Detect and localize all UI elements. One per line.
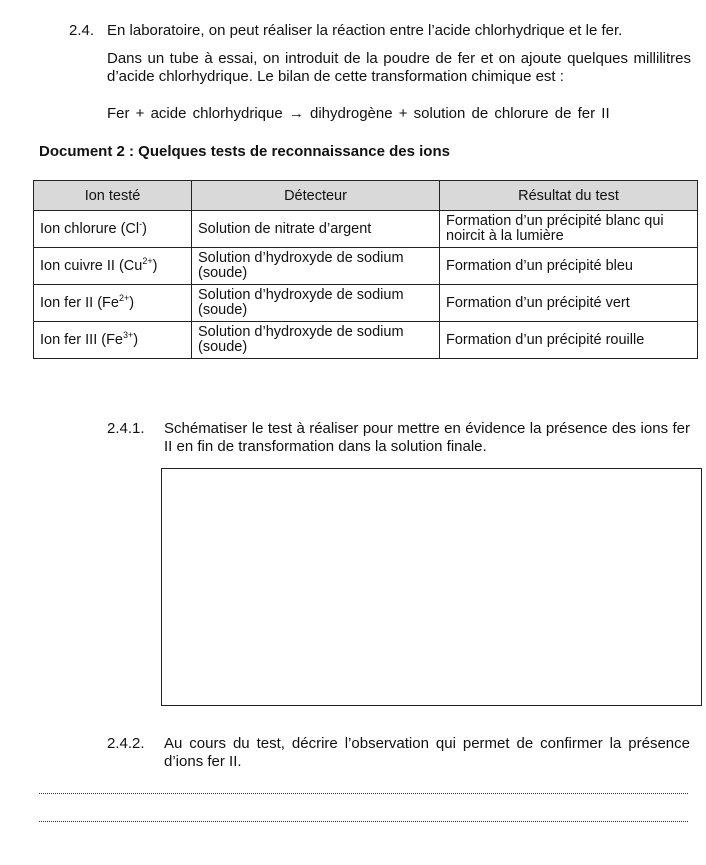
resultat-cell: Formation d’un précipité rouille [440, 322, 698, 359]
header-detecteur: Détecteur [192, 181, 440, 211]
detecteur-cell: Solution d’hydroxyde de sodium (soude) [192, 248, 440, 285]
ion-cell: Ion chlorure (Cl-) [34, 211, 192, 248]
table-row [34, 248, 698, 285]
subquestion-2-number: 2.4.2. [107, 735, 145, 752]
subquestion-1-text: Schématiser le test à réaliser pour mettre en évidence la présence des ions fer II en fin de transformation dans la solution finale. [164, 420, 690, 455]
header-ion: Ion testé [34, 181, 192, 211]
question-paragraph: Dans un tube à essai, on introduit de la poudre de fer et on ajoute quelques millilitres d’acide chlorhydrique. Le bilan de cette transformation chimique est : [107, 50, 691, 85]
answer-line[interactable] [39, 793, 688, 794]
table-row [34, 285, 698, 322]
document-title: Document 2 : Quelques tests de reconnaissance des ions [39, 143, 450, 160]
ion-tests-table [33, 180, 698, 359]
header-resultat: Résultat du test [440, 181, 698, 211]
table-row [34, 211, 698, 248]
detecteur-cell: Solution d’hydroxyde de sodium (soude) [192, 322, 440, 359]
ion-cell: Ion fer II $(Fe^{2+})$ [34, 285, 192, 322]
ion-cell: Ion cuivre II $(Cu^{2+})$ [34, 248, 192, 285]
resultat-cell: Formation d’un précipité vert [440, 285, 698, 322]
detecteur-cell: Solution de nitrate d’argent [192, 211, 440, 248]
detecteur-cell: Solution d’hydroxyde de sodium (soude) [192, 285, 440, 322]
reaction-equation: Fer + acide chlorhydrique → dihydrogène + solution de chlorure de fer II [107, 105, 610, 122]
question-number: 2.4. [69, 22, 95, 39]
subquestion-1-number: 2.4.1. [107, 420, 145, 437]
resultat-cell: Formation d’un précipité bleu [440, 248, 698, 285]
question-intro: En laboratoire, on peut réaliser la réaction entre l’acide chlorhydrique et le fer. [107, 22, 623, 39]
answer-line[interactable] [39, 821, 688, 822]
table-row [34, 322, 698, 359]
ion-cell: Ion fer III $(Fe^{3+})$ [34, 322, 192, 359]
resultat-cell: Formation d’un précipité blanc qui noircit à la lumière [440, 211, 698, 248]
table-header-row [34, 181, 698, 211]
subquestion-2-text: Au cours du test, décrire l’observation qui permet de confirmer la présence d’ions fer II. [164, 735, 690, 770]
drawing-answer-box[interactable] [161, 468, 702, 706]
